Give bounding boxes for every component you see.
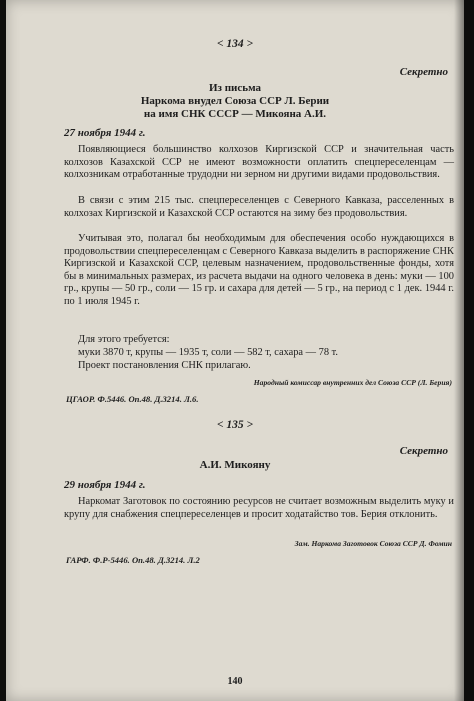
doc-134-signature: Народный комиссар внутренних дел Союза ССР (Л. Берия) — [253, 378, 452, 387]
doc-134-date: 27 ноября 1944 г. — [64, 127, 146, 139]
doc-134-attachment-note: Проект постановления СНК прилагаю. — [78, 360, 251, 371]
doc-135-archive-reference: ГАРФ. Ф.Р-5446. Оп.48. Д.3214. Л.2 — [66, 555, 200, 565]
doc-135-signature: Зам. Наркома Заготовок Союза ССР Д. Фомин — [294, 539, 452, 548]
doc-134-title-line-2: Наркома внудел Союза ССР Л. Берии — [140, 95, 330, 107]
doc-134-paragraph-1: Появляющиеся большинство колхозов Киргизской ССР и значительная часть колхозов Казахской ССР не имеют возможности оплатить спецпереселенцам — колхозникам отработанные трудодни ни зерном ни другими видами продовольствия. — [64, 144, 454, 181]
doc-134-paragraph-4: Для этого требуется: — [78, 334, 170, 345]
doc-134-requirements: муки 3870 т, крупы — 1935 т, соли — 582 т, сахара — 78 т. — [78, 347, 338, 358]
doc-135-paragraph: Наркомат Заготовок по состоянию ресурсов не считает возможным выделить муку и крупу для снабжения спецпереселенцев и просит ходатайство тов. Берия отклонить. — [64, 496, 454, 520]
page-number: 140 — [227, 676, 243, 687]
doc-134-number: < 134 > — [216, 38, 254, 50]
doc-134-paragraph-2: В связи с этим 215 тыс. спецпереселенцев с Северного Кавказа, расселенных в колхозах Киргизской и Казахской ССР остаются на зиму без продовольствия. — [64, 195, 454, 219]
doc-134-title-line-3: на имя СНК СССР — Микояна А.И. — [143, 108, 327, 120]
doc-134-classification: Секретно — [399, 66, 448, 78]
doc-135-classification: Секретно — [399, 445, 448, 457]
doc-135-addressee: А.И. Микояну — [199, 459, 271, 471]
doc-135-date: 29 ноября 1944 г. — [64, 479, 146, 491]
doc-134-title-line-1: Из письма — [208, 82, 262, 94]
doc-134-archive-reference: ЦГАОР. Ф.5446. Оп.48. Д.3214. Л.6. — [66, 394, 199, 404]
document-page — [6, 0, 464, 701]
doc-134-paragraph-3: Учитывая это, полагал бы необходимым для обеспечения особо нуждающихся в продовольствии спецпереселенцам с Северного Кавказа выделить в распоряжение СНК Киргизской и Казахской ССР, целевым назначением, продовольственные фонды, хотя бы в минимальных размерах, из расчета выдачи на одного человека в день: муки — 100 гр., крупы — 50 гр., соли — 15 гр. и сахара для детей — 5 гр., на период с 1 дек. 1944 г. по 1 июля 1945 г. — [64, 233, 454, 307]
doc-135-number: < 135 > — [216, 419, 254, 431]
